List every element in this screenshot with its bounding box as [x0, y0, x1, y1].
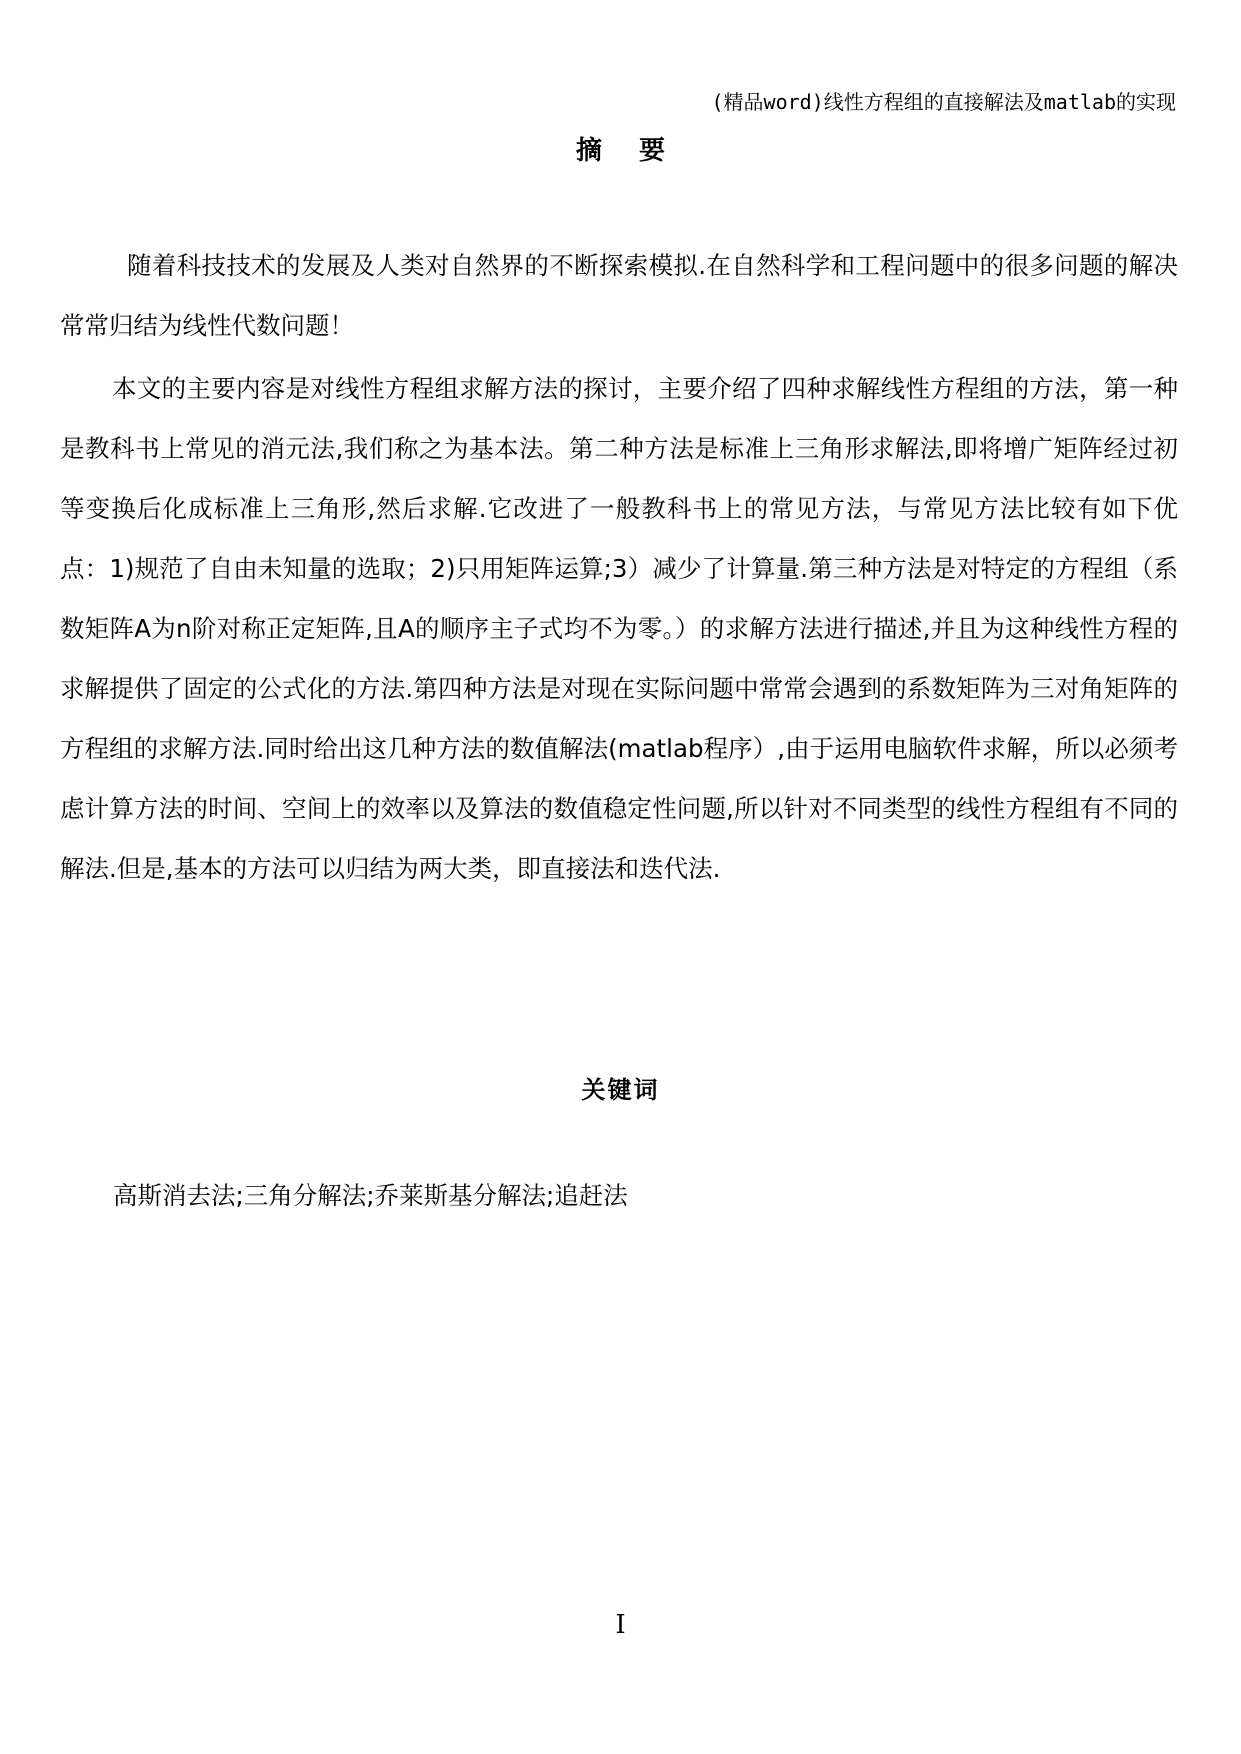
abstract-paragraph-1: 随着科技技术的发展及人类对自然界的不断探索模拟.在自然科学和工程问题中的很多问题的解决常常归结为线性代数问题！ [60, 251, 1178, 340]
page-number: I [615, 1610, 626, 1640]
keywords-list: 高斯消去法;三角分解法;乔莱斯基分解法;追赶法 [113, 1181, 628, 1210]
running-header: (精品word)线性方程组的直接解法及matlab的实现 [711, 90, 1176, 114]
keywords-title: 关键词 [581, 1075, 660, 1104]
abstract-paragraph-2: 本文的主要内容是对线性方程组求解方法的探讨，主要介绍了四种求解线性方程组的方法，第一种是教科书上常见的消元法,我们称之为基本法。第二种方法是标准上三角形求解法,即将增广矩阵经过初等变换后化成标准上三角形,然后求解.它改进了一般教科书上的常见方法，与常见方法比较有如下优点：1)规范了自由未知量的选取；2)只用矩阵运算;3）减少了计算量.第三种方法是对特定的方程组（系数矩阵A为n阶对称正定矩阵,且A的顺序主子式均不为零。）的求解方法进行描述,并且为这种线性方程的求解提供了固定的公式化的方法.第四种方法是对现在实际问题中常常会遇到的系数矩阵为三对角矩阵的方程组的求解方法.同时给出这几种方法的数值解法(matlab程序）,由于运用电脑软件求解，所以必须考虑计算方法的时间、空间上的效率以及算法的数值稳定性问题,所以针对不同类型的线性方程组有不同的解法.但是,基本的方法可以归结为两大类，即直接法和迭代法. [60, 374, 1178, 883]
abstract-title: 摘 要 [575, 136, 680, 166]
